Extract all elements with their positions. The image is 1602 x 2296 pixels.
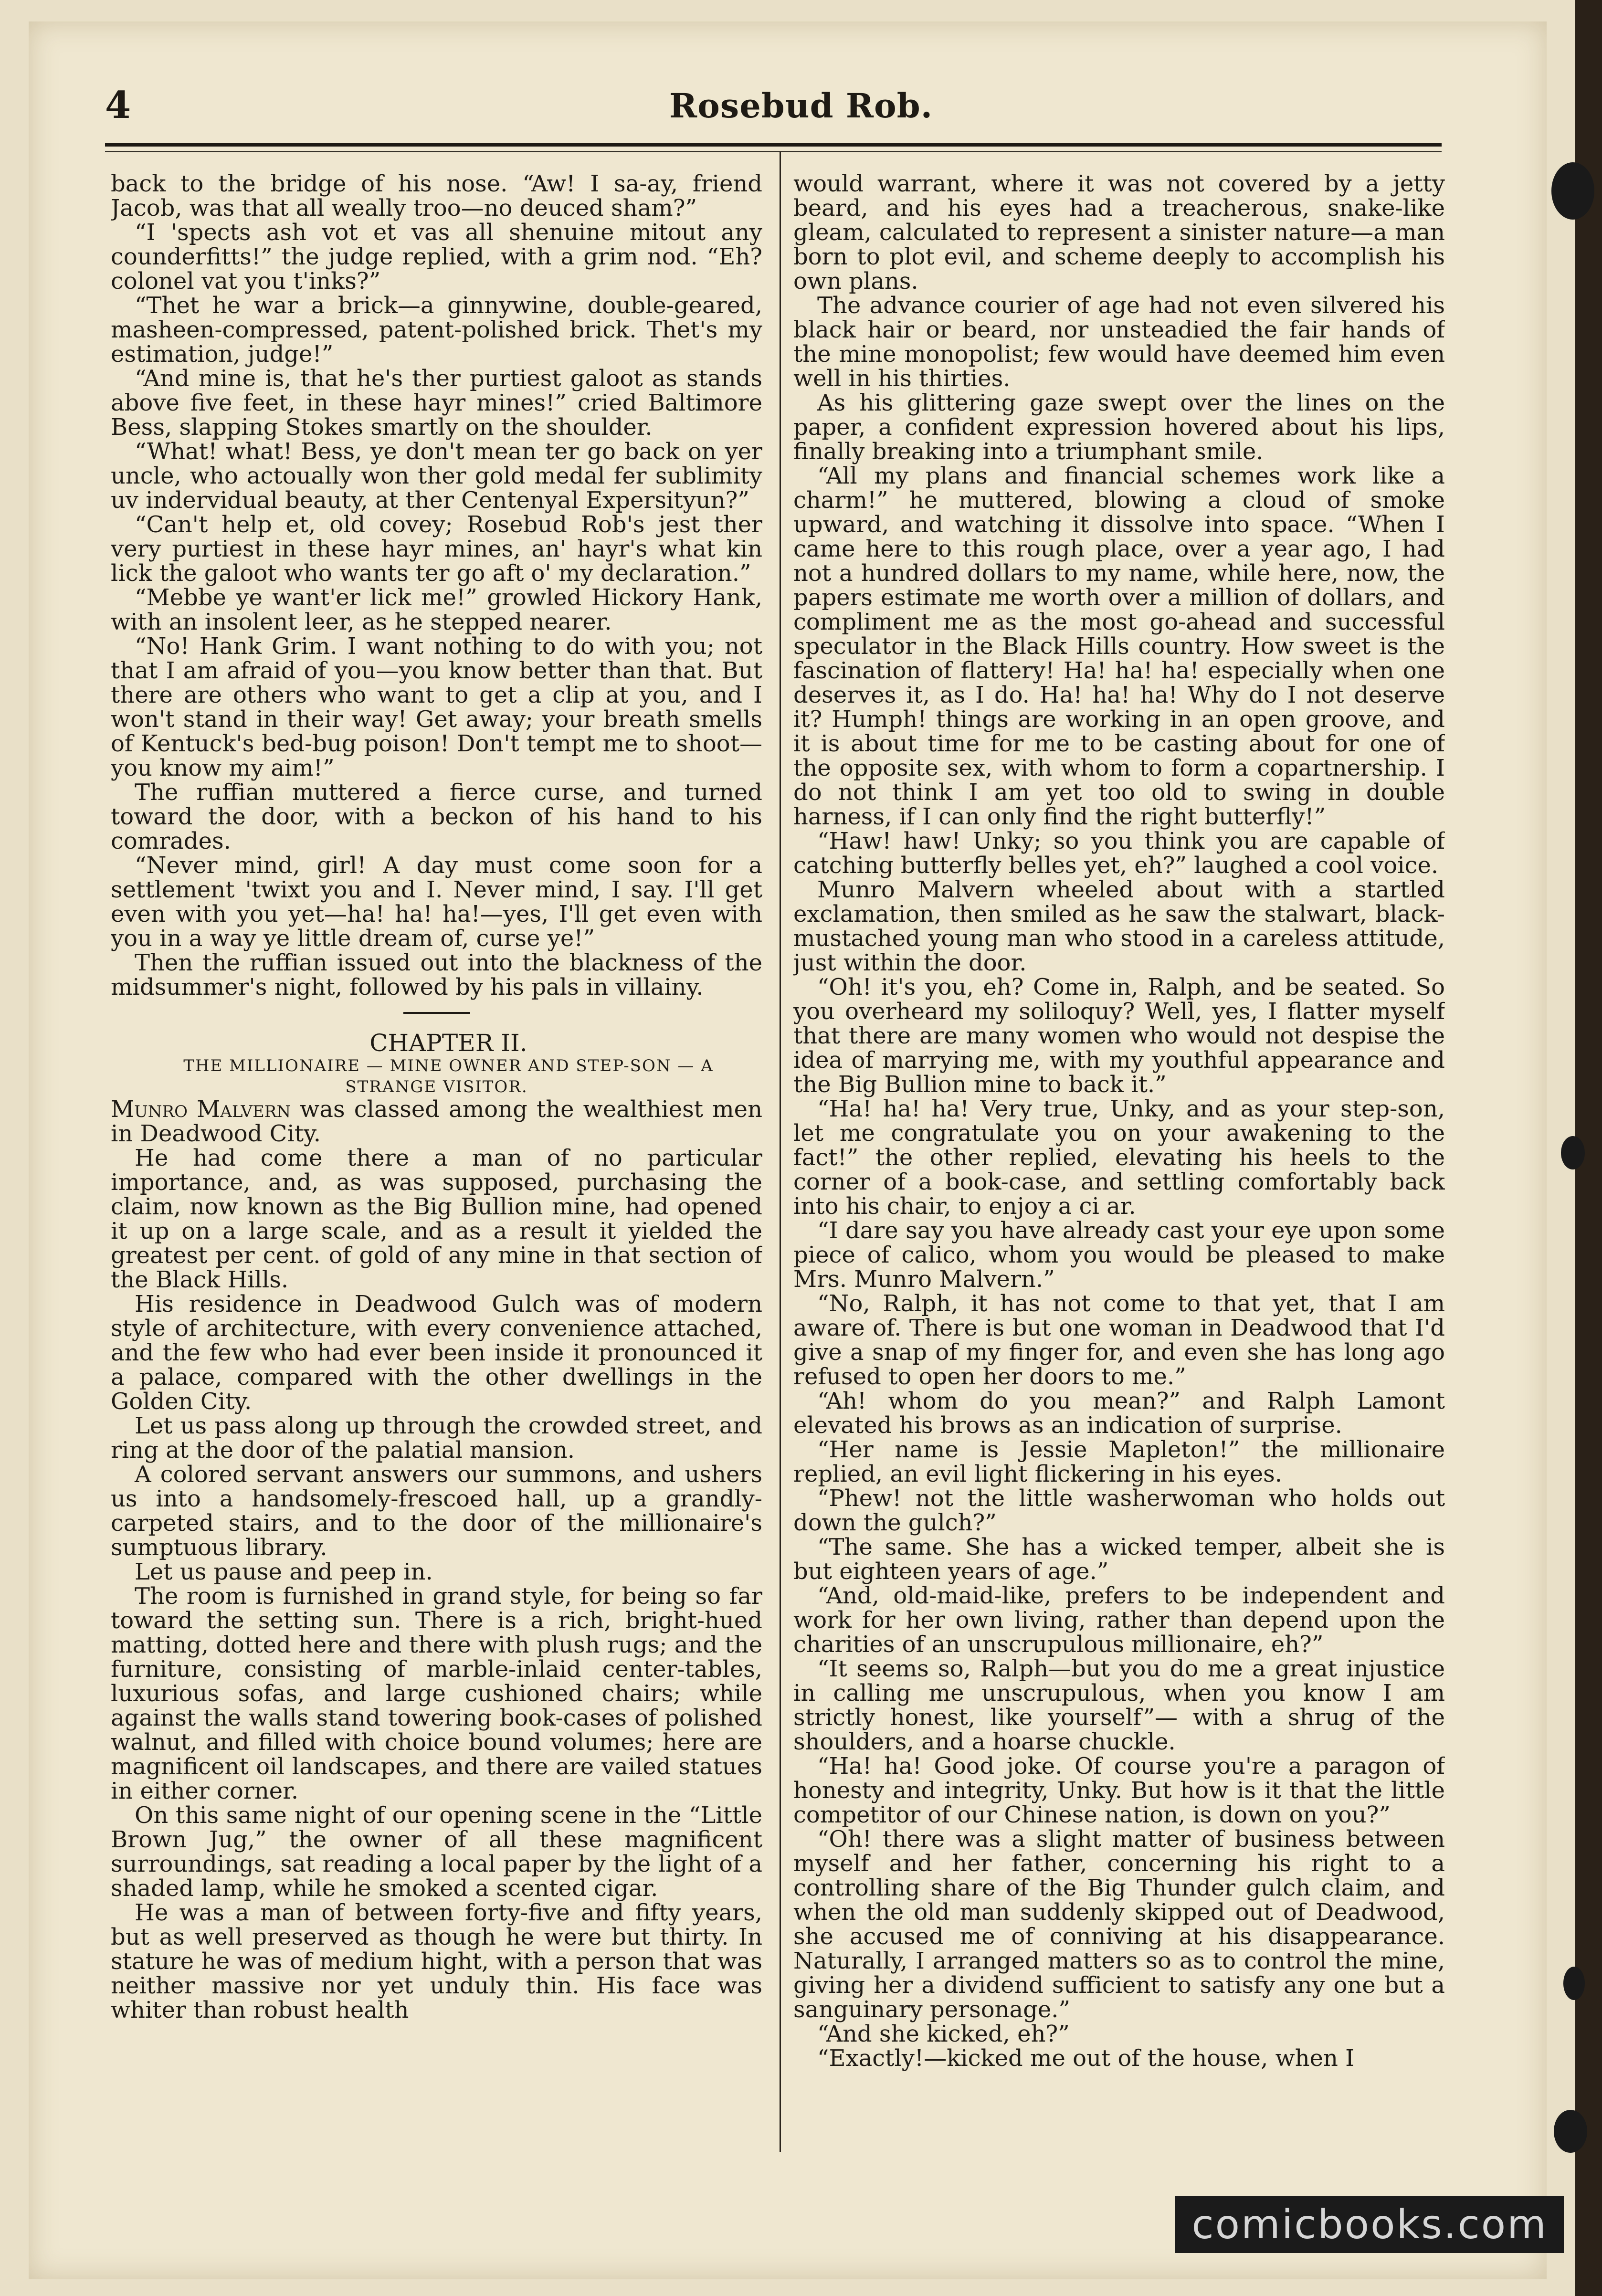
chapter-paragraph: He was a man of between forty-five and fifty years, but as well preserved as though he were but thirty. In stature he was of medium hight, with a person that was neither massive nor yet unduly thin. His face was whiter than robust health <box>111 1899 762 2023</box>
chapter-paragraph: His residence in Deadwood Gulch was of modern style of architecture, with every convenience attached, and the few who had ever been inside it pronounced it a palace, compared with the other dwellings in the Golden City. <box>111 1291 762 1415</box>
binding-hole-mark <box>1563 1967 1585 2000</box>
left-paragraph: The ruffian muttered a fierce curse, and turned toward the door, with a beckon of his hand to his comrades. <box>111 779 762 854</box>
chapter-title: CHAPTER II. <box>369 1029 527 1057</box>
column-divider <box>780 152 781 2152</box>
right-paragraph: The advance courier of age had not even silvered his black hair or beard, nor unsteadied the fair hands of the mine monopolist; few would have deemed him even well in his thirties. <box>793 292 1445 392</box>
left-paragraph: “I 'spects ash vot et vas all shenuine mitout any counderfitts!” the judge replied, with a grim nod. “Eh? colonel vat you t'inks?” <box>111 219 762 295</box>
chapter-opening-paragraph <box>111 1097 762 1146</box>
binding-hole-mark <box>1561 1136 1585 1169</box>
right-paragraph: would warrant, where it was not covered by a jetty beard, and his eyes had a treacherous, snake-like gleam, calculated to represent a sinister nature—a man born to plot evil, and scheme deeply to accomplish his own plans. <box>793 172 1445 295</box>
binding-hole-mark <box>1551 162 1594 220</box>
chapter-paragraph: He had come there a man of no particular importance, and, as was supposed, purchasing the claim, now known as the Big Bullion mine, had opened it up on a large scale, and as a result it yielded the greatest per cent. of gold of any mine in that section of the Black Hills. <box>111 1145 762 1293</box>
right-paragraph: “I dare say you have already cast your eye upon some piece of calico, whom you would be pleased to make Mrs. Munro Malvern.” <box>793 1217 1445 1293</box>
right-paragraph: “Ha! ha! ha! Very true, Unky, and as your step-son, let me congratulate you on your awakening to the fact!” the other replied, elevating his heels to the corner of a book-case, and settling comfortably back into his chair, to enjoy a ci ar. <box>793 1095 1445 1220</box>
right-column-paragraphs <box>793 172 1445 2071</box>
left-paragraph: “Can't help et, old covey; Rosebud Rob's jest ther very purtiest in these hayr mines, an' hayr's what kin lick the galoot who wants ter go aft o' my declaration.” <box>111 511 762 587</box>
running-head-title: Rosebud Rob. <box>669 86 933 126</box>
right-paragraph: “Haw! haw! Unky; so you think you are capable of catching butterfly belles yet, eh?” laughed a cool voice. <box>793 828 1445 879</box>
left-paragraph: “What! what! Bess, ye don't mean ter go back on yer uncle, who actoually won ther gold medal fer sublimity uv indervidual beauty, at ther Centenyal Expersityun?” <box>111 438 762 514</box>
right-paragraph: “And, old-maid-like, prefers to be independent and work for her own living, rather than depend upon the charities of an unscrupulous millionaire, eh?” <box>793 1582 1445 1658</box>
chapter-paragraph: The room is furnished in grand style, for being so far toward the setting sun. There is a rich, bright-hued matting, dotted here and there with plush rugs; and the furniture, consisting of marble-inlaid center-tables, luxurious sofas, and large cushioned chairs; while against the walls stand towering book-cases of polished walnut, and filled with choice bound volumes; here are magnificent oil landscapes, and there are vailed statues in either corner. <box>111 1583 762 1804</box>
right-paragraph: “And she kicked, eh?” <box>817 2021 1070 2047</box>
left-paragraph: back to the bridge of his nose. “Aw! I sa-ay, friend Jacob, was that all weally troo—no deuced sham?” <box>111 172 762 221</box>
binding-hole-mark <box>1554 2110 1587 2153</box>
right-column <box>793 172 1445 2153</box>
right-paragraph: “Ah! whom do you mean?” and Ralph Lamont elevated his brows as an indication of surprise. <box>793 1388 1445 1439</box>
right-paragraph: “Exactly!—kicked me out of the house, when I <box>817 2045 1355 2072</box>
chapter-paragraph: A colored servant answers our summons, and ushers us into a handsomely-frescoed hall, up a grandly-carpeted stairs, and to the door of the millionaire's sumptuous library. <box>111 1461 762 1561</box>
chapter-paragraph: On this same night of our opening scene in the “Little Brown Jug,” the owner of all these magnificent surroundings, sat reading a local paper by the light of a shaded lamp, while he smoked a scented cigar. <box>111 1802 762 1902</box>
watermark-label: comicbooks.com <box>1175 2196 1564 2253</box>
right-paragraph: “Oh! it's you, eh? Come in, Ralph, and be seated. So you overheard my soliloquy? Well, yes, I flatter myself that there are many women who would not despise the idea of marrying me, with my youthful appearance and the Big Bullion mine to back it.” <box>793 974 1445 1098</box>
right-paragraph: “No, Ralph, it has not come to that yet, that I am aware of. There is but one woman in Deadwood that I'd give a snap of my finger for, and even she has long ago refused to open her doors to me.” <box>793 1290 1445 1390</box>
left-column <box>111 172 762 2153</box>
chapter-opening-rest: was classed among the wealthiest men in Deadwood City. <box>111 1096 762 1147</box>
header-rule <box>105 143 1442 152</box>
right-paragraph: “Her name is Jessie Mapleton!” the millionaire replied, an evil light flickering in his eyes. <box>793 1436 1445 1487</box>
left-paragraph: “Never mind, girl! A day must come soon for a settlement 'twixt you and I. Never mind, I say. I'll get even with you yet—ha! ha! ha!—yes, I'll get even with you in a way ye little dream of, curse ye!” <box>111 852 762 952</box>
page-number: 4 <box>105 84 131 127</box>
right-paragraph: “Oh! there was a slight matter of business between myself and her father, concerning his right to a controlling share of the Big Thunder gulch claim, and when the old man suddenly skipped out of Deadwood, she accused me of conniving at his disappearance. Naturally, I arranged matters so as to control the mine, giving her a dividend sufficient to satisfy any one but a sanguinary personage.” <box>793 1826 1445 2023</box>
right-paragraph: “Ha! ha! Good joke. Of course you're a paragon of honesty and integrity, Unky. But how is it that the little competitor of our Chinese nation, is down on you?” <box>793 1753 1445 1828</box>
chapter-paragraph: Let us pause and peep in. <box>135 1559 433 1585</box>
chapter-subtitle: THE MILLIONAIRE — MINE OWNER AND STEP-SON — A STRANGE VISITOR. <box>183 1056 714 1096</box>
right-paragraph: “The same. She has a wicked temper, albeit she is but eighteen years of age.” <box>793 1534 1445 1585</box>
right-paragraph: As his glittering gaze swept over the lines on the paper, a confident expression hovered about his lips, finally breaking into a triumphant smile. <box>793 390 1445 465</box>
chapter-paragraphs <box>111 1146 762 2022</box>
left-paragraph: “Mebbe ye want'er lick me!” growled Hickory Hank, with an insolent leer, as he stepped nearer. <box>111 584 762 635</box>
left-paragraph: “Thet he war a brick—a ginnywine, double-geared, masheen-compressed, patent-polished brick. Thet's my estimation, judge!” <box>111 292 762 368</box>
left-paragraph: “No! Hank Grim. I want nothing to do with you; not that I am afraid of you—you know better than that. But there are others who want to get a clip at you, and I won't stand in their way! Get away; your breath smells of Kentuck's bed-bug poison! Don't tempt me to shoot—you know my aim!” <box>111 633 762 781</box>
right-paragraph: “It seems so, Ralph—but you do me a great injustice in calling me unscrupulous, when you know I am strictly honest, like yourself”— with a shrug of the shoulders, and a hoarse chuckle. <box>793 1655 1445 1755</box>
left-paragraph: Then the ruffian issued out into the blackness of the midsummer's night, followed by his pals in villainy. <box>111 949 762 1001</box>
right-paragraph: Munro Malvern wheeled about with a startled exclamation, then smiled as he saw the stalwart, black-mustached young man who stood in a careless attitude, just within the door. <box>793 876 1445 976</box>
chapter-opening-name: Munro Malvern <box>111 1096 291 1123</box>
right-paragraph: “All my plans and financial schemes work like a charm!” he muttered, blowing a cloud of smoke upward, and watching it dissolve into space. “When I came here to this rough place, over a year ago, I had not a hundred dollars to my name, while here, now, the papers estimate me worth over a million of dollars, and compliment me as the most go-ahead and successful speculator in the Black Hills country. How sweet is the fascination of flattery! Ha! ha! ha! especially when one deserves it, as I do. Ha! ha! ha! Why do I not deserve it? Humph! things are working in an open groove, and it is about time for me to be casting about for one of the opposite sex, with whom to form a copartnership. I do not think I am yet too old to swing in double harness, if I can only find the right butterfly!” <box>793 463 1445 830</box>
chapter-paragraph: Let us pass along up through the crowded street, and ring at the door of the palatial mansion. <box>111 1412 762 1464</box>
left-paragraph: “And mine is, that he's ther purtiest galoot as stands above five feet, in these hayr mines!” cried Baltimore Bess, slapping Stokes smartly on the shoulder. <box>111 365 762 441</box>
right-paragraph: “Phew! not the little washerwoman who holds out down the gulch?” <box>793 1485 1445 1536</box>
section-separator <box>403 1012 470 1014</box>
left-column-paragraphs <box>111 172 762 1000</box>
